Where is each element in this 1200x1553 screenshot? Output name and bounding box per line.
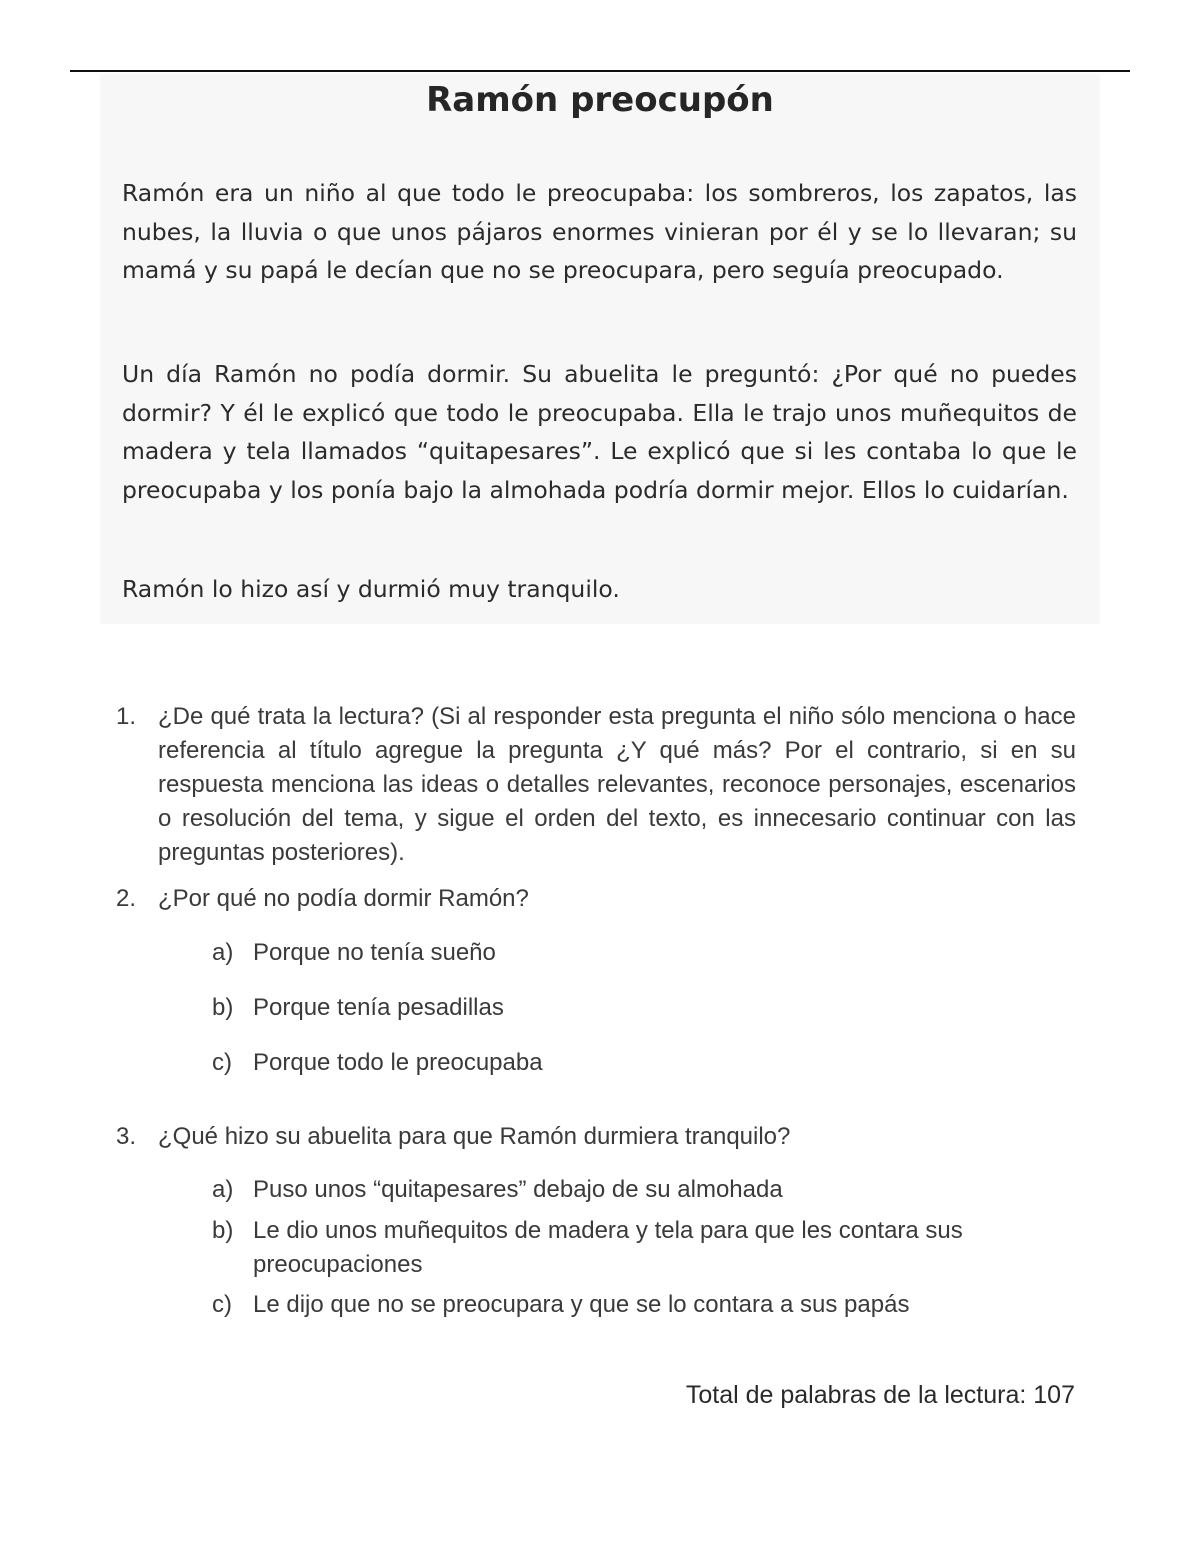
question-3-number: 3. (116, 1123, 137, 1150)
question-2-option-b: Porque tenía pesadillas (253, 994, 504, 1021)
question-2-text: ¿Por qué no podía dormir Ramón? (158, 885, 529, 912)
question-3-option-a: Puso unos “quitapesares” debajo de su almohada (253, 1176, 783, 1203)
top-rule (70, 70, 1130, 72)
question-2-option-a-letter: a) (212, 939, 234, 966)
reading-title: Ramón preocupón (426, 80, 774, 120)
question-3-option-b: Le dio unos muñequitos de madera y tela para que les contara sus preocupaciones (253, 1217, 963, 1278)
question-3-option-b-letter: b) (212, 1217, 234, 1244)
reading-paragraph-3: Ramón lo hizo así y durmió muy tranquilo. (122, 575, 620, 603)
reading-box (100, 74, 1100, 624)
question-3-option-c: Le dijo que no se preocupara y que se lo contara a sus papás (253, 1291, 910, 1318)
question-3-text: ¿Qué hizo su abuelita para que Ramón durmiera tranquilo? (158, 1123, 791, 1150)
question-3-option-a-letter: a) (212, 1176, 234, 1203)
reading-paragraph-1: Ramón era un niño al que todo le preocupaba: los sombreros, los zapatos, las nubes, la lluvia o que unos pájaros enormes vinieran por él y se lo llevaran; su mamá y su papá le decían que no se preocupara, pero seguía preocupado. (122, 179, 1077, 284)
reading-paragraph-2: Un día Ramón no podía dormir. Su abuelita le preguntó: ¿Por qué no puedes dormir? Y él le explicó que todo le preocupaba. Ella le trajo unos muñequitos de madera y tela llamados “quitapesares”. Le explicó que si les contaba lo que le preocupaba y los ponía bajo la almohada podría dormir mejor. Ellos lo cuidarían. (122, 360, 1077, 504)
question-2-number: 2. (116, 885, 137, 912)
question-2-option-a: Porque no tenía sueño (253, 939, 496, 966)
question-2-option-c: Porque todo le preocupaba (253, 1049, 543, 1076)
question-2-option-b-letter: b) (212, 994, 234, 1021)
question-1-number: 1. (116, 703, 137, 730)
total-words: Total de palabras de la lectura: 107 (685, 1381, 1075, 1409)
question-2-option-c-letter: c) (212, 1049, 232, 1076)
question-1-text: ¿De qué trata la lectura? (Si al responder esta pregunta el niño sólo menciona o hace referencia al título agregue la pregunta ¿Y qué más? Por el contrario, si en su respuesta menciona las ideas o detalles relevantes, reconoce personajes, escenarios o resolución del tema, y sigue el orden del texto, es innecesario continuar con las preguntas posteriores). (158, 703, 1076, 866)
question-3-option-c-letter: c) (212, 1291, 232, 1318)
